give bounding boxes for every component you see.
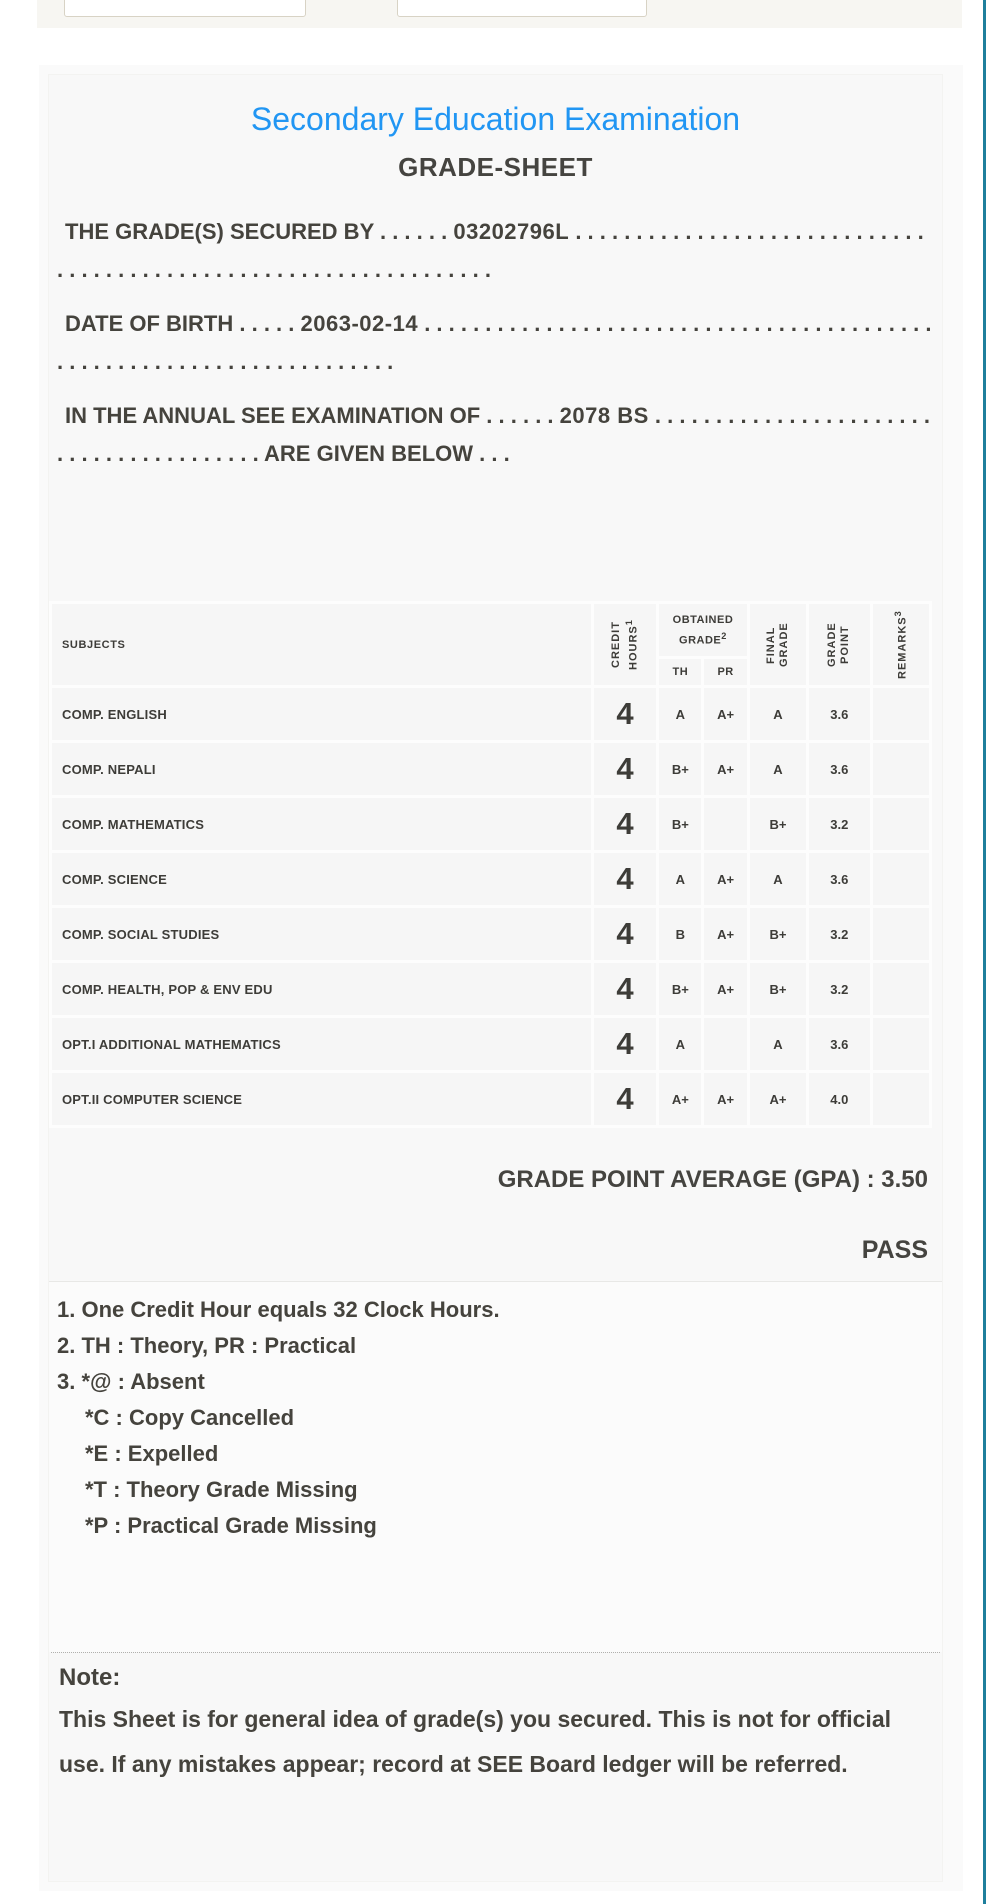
pr-grade-cell: A+: [704, 688, 746, 740]
footnote-item: *E : Expelled: [85, 1441, 219, 1466]
grade-point-cell: 3.2: [809, 963, 869, 1015]
header-subjects: SUBJECTS: [52, 604, 591, 685]
statement-prefix: DATE OF BIRTH: [65, 311, 234, 336]
footnotes-list: [49, 1281, 942, 1652]
pr-grade-cell: A+: [704, 853, 746, 905]
credit-hours-cell: 4: [594, 688, 656, 740]
th-grade-cell: A: [659, 853, 701, 905]
remarks-cell: [873, 908, 929, 960]
subject-cell: COMP. NEPALI: [52, 743, 591, 795]
grade-point-cell: 4.0: [809, 1073, 869, 1125]
th-grade-cell: B+: [659, 743, 701, 795]
th-grade-cell: A: [659, 1018, 701, 1070]
header-obtained-grade: [659, 604, 747, 656]
th-grade-cell: A: [659, 688, 701, 740]
final-grade-cell: A: [750, 743, 806, 795]
remarks-cell: [873, 1018, 929, 1070]
header-credit-hours-label: CREDIT HOURS: [609, 621, 640, 670]
result-status: PASS: [861, 1236, 928, 1264]
footnote-item: *C : Copy Cancelled: [85, 1405, 295, 1430]
grade-point-cell: 3.6: [809, 688, 869, 740]
statement-grades-secured: [57, 213, 934, 289]
footnote-item: 2. TH : Theory, PR : Practical: [57, 1333, 357, 1358]
statement-prefix: THE GRADE(S) SECURED BY: [65, 219, 374, 244]
remarks-cell: [873, 1073, 929, 1125]
footnote-item: *T : Theory Grade Missing: [85, 1477, 358, 1502]
statements-block: [49, 213, 942, 473]
subject-cell: OPT.II COMPUTER SCIENCE: [52, 1073, 591, 1125]
dotted-fill: . . . . . . . . . . . . . . . . . . . . . . . . . . . . . . . . . . . . . . . . . . . . . . . . . . . . . . . . . . . . . . . . . . . . . .: [57, 311, 932, 374]
grade-point-cell: 3.2: [809, 798, 869, 850]
final-grade-cell: B+: [750, 963, 806, 1015]
credit-hours-cell: 4: [594, 1073, 656, 1125]
header-remarks-label: REMARKS: [896, 616, 909, 679]
footnote-item: *P : Practical Grade Missing: [85, 1513, 377, 1538]
grade-point-cell: 3.6: [809, 1018, 869, 1070]
th-grade-cell: B+: [659, 798, 701, 850]
header-th: TH: [659, 659, 701, 685]
credit-hours-cell: 4: [594, 743, 656, 795]
grades-table: [49, 601, 932, 1128]
subject-cell: COMP. SOCIAL STUDIES: [52, 908, 591, 960]
remarks-cell: [873, 688, 929, 740]
table-row: [52, 1073, 929, 1125]
header-obtained-grade-label: OBTAINED GRADE: [672, 613, 734, 647]
pr-grade-cell: A+: [704, 963, 746, 1015]
symbol-number-value: 03202796L: [453, 219, 570, 244]
statement-date-of-birth: [57, 305, 934, 381]
gpa-line: [49, 1166, 942, 1194]
grade-point-cell: 3.6: [809, 743, 869, 795]
pr-grade-cell: A+: [704, 1073, 746, 1125]
credit-hours-cell: 4: [594, 798, 656, 850]
subject-cell: COMP. ENGLISH: [52, 688, 591, 740]
date-of-birth-value: 2063-02-14: [300, 311, 419, 336]
grade-point-cell: 3.6: [809, 853, 869, 905]
remarks-cell: [873, 743, 929, 795]
pr-grade-cell: [704, 798, 746, 850]
scrollbar[interactable]: [983, 0, 986, 1904]
pr-grade-cell: A+: [704, 908, 746, 960]
footnote-item: 1. One Credit Hour equals 32 Clock Hours.: [57, 1297, 500, 1322]
header-final-grade: [750, 604, 806, 685]
credit-hours-cell: 4: [594, 853, 656, 905]
header-credit-hours-sup: 1: [623, 619, 634, 626]
remarks-cell: [873, 963, 929, 1015]
th-grade-cell: B: [659, 908, 701, 960]
subject-cell: OPT.I ADDITIONAL MATHEMATICS: [52, 1018, 591, 1070]
table-row: [52, 853, 929, 905]
note-body: This Sheet is for general idea of grade(s) you secured. This is not for official use. If any mistakes appear; record at SEE Board ledger will be referred.: [59, 1706, 891, 1777]
page-title: Secondary Education Examination: [250, 101, 741, 137]
sheet-type-heading: GRADE-SHEET: [398, 152, 593, 182]
table-row: [52, 743, 929, 795]
pr-grade-cell: [704, 1018, 746, 1070]
gpa-label: GRADE POINT AVERAGE (GPA) :: [497, 1166, 875, 1193]
final-grade-cell: A: [750, 853, 806, 905]
footnote-item: 3. *@ : Absent: [57, 1369, 205, 1394]
header-grade-point-label: GRADE POINT: [826, 622, 852, 667]
grade-sheet-card: [48, 74, 943, 1882]
remarks-cell: [873, 853, 929, 905]
statement-examination-year: [57, 397, 934, 473]
final-grade-cell: A+: [750, 1073, 806, 1125]
grade-point-cell: 3.2: [809, 908, 869, 960]
subject-cell: COMP. HEALTH, POP & ENV EDU: [52, 963, 591, 1015]
dotted-fill: . . . . . .: [379, 219, 448, 244]
table-row: [52, 688, 929, 740]
table-row: [52, 908, 929, 960]
th-grade-cell: A+: [659, 1073, 701, 1125]
result-container: [39, 65, 963, 1891]
remarks-cell: [873, 798, 929, 850]
header-obtained-grade-sup: 2: [721, 630, 727, 641]
header-grade-point: [809, 604, 869, 685]
header-pr: PR: [704, 659, 746, 685]
top-form-strip: [37, 0, 962, 28]
final-grade-cell: A: [750, 688, 806, 740]
note-section: [51, 1652, 940, 1787]
header-remarks: [873, 604, 929, 685]
header-credit-hours: [594, 604, 656, 685]
final-grade-cell: A: [750, 1018, 806, 1070]
credit-hours-cell: 4: [594, 908, 656, 960]
dotted-fill: . . . . . .: [486, 403, 554, 428]
grades-table-body: [52, 688, 929, 1125]
dotted-fill: . . . . . . . . . . . . . . . . . . . . . . . . . . . . . . . . . . . . . . . . . . . . . . . . . . . . . . . . . . . . . . . . .: [57, 219, 924, 282]
note-heading: Note:: [59, 1664, 121, 1691]
statement-prefix: IN THE ANNUAL SEE EXAMINATION OF: [65, 403, 481, 428]
header-final-grade-label: FINAL GRADE: [764, 622, 790, 667]
top-input-left[interactable]: [64, 0, 306, 17]
credit-hours-cell: 4: [594, 963, 656, 1015]
final-grade-cell: B+: [750, 908, 806, 960]
statement-suffix: ARE GIVEN BELOW . . .: [264, 441, 510, 466]
subject-cell: COMP. SCIENCE: [52, 853, 591, 905]
dotted-fill: . . . . . . . . . . . . . . . . . . . . . . . . . . . . . . . . . . . . . . . .: [57, 403, 930, 466]
dotted-fill: . . . . .: [239, 311, 295, 336]
pr-grade-cell: A+: [704, 743, 746, 795]
final-grade-cell: B+: [750, 798, 806, 850]
header-remarks-sup: 3: [892, 610, 903, 617]
examination-year-value: 2078 BS: [559, 403, 649, 428]
gpa-value: 3.50: [881, 1166, 928, 1193]
subject-cell: COMP. MATHEMATICS: [52, 798, 591, 850]
credit-hours-cell: 4: [594, 1018, 656, 1070]
table-row: [52, 1018, 929, 1070]
top-input-right[interactable]: [397, 0, 647, 17]
th-grade-cell: B+: [659, 963, 701, 1015]
table-row: [52, 798, 929, 850]
table-row: [52, 963, 929, 1015]
